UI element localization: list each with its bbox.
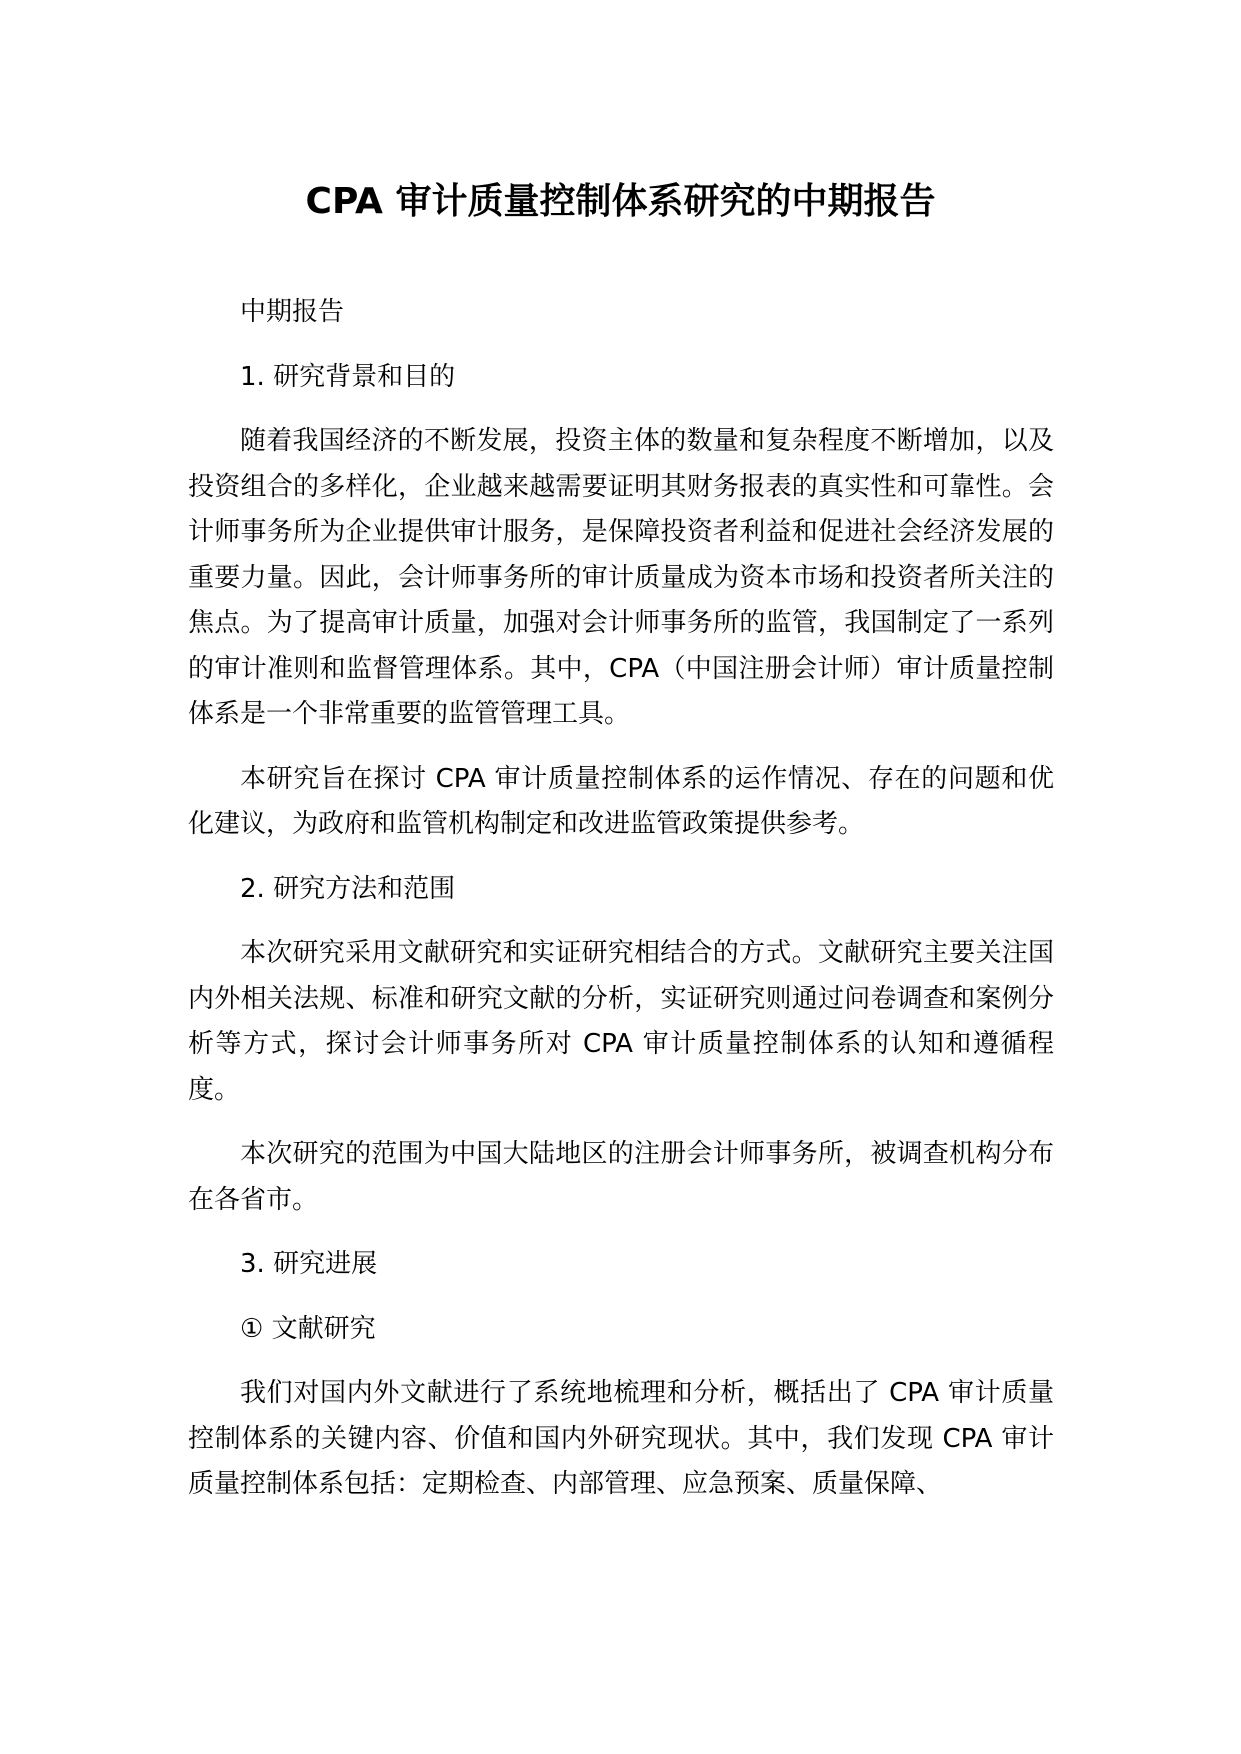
- section-label-interim-report: 中期报告: [240, 297, 345, 327]
- section-heading-method: 2. 研究方法和范围: [240, 873, 456, 904]
- paragraph-method: 本次研究采用文献研究和实证研究相结合的方式。文献研究主要关注国内外相关法规、标准和研究文献的分析，实证研究则通过问卷调查和案例分析等方式，探讨会计师事务所对 CPA 审计质量控制体系的认知和遵循程度。: [188, 938, 1054, 1105]
- paragraph-scope: 本次研究的范围为中国大陆地区的注册会计师事务所，被调查机构分布在各省市。: [188, 1139, 1054, 1215]
- paragraph-purpose: 本研究旨在探讨 CPA 审计质量控制体系的运作情况、存在的问题和优化建议，为政府和监管机构制定和改进监管政策提供参考。: [188, 763, 1054, 839]
- section-heading-progress: 3. 研究进展: [240, 1249, 378, 1279]
- document-body: [188, 290, 1054, 1527]
- subsection-heading-literature: ① 文献研究: [240, 1313, 376, 1344]
- paragraph-literature: 我们对国内外文献进行了系统地梳理和分析，概括出了 CPA 审计质量控制体系的关键内容、价值和国内外研究现状。其中，我们发现 CPA 审计质量控制体系包括：定期检查、内部管理、应急预案、质量保障、: [188, 1378, 1054, 1499]
- document-title: CPA 审计质量控制体系研究的中期报告: [305, 181, 936, 222]
- paragraph-background: 随着我国经济的不断发展，投资主体的数量和复杂程度不断增加，以及投资组合的多样化，企业越来越需要证明其财务报表的真实性和可靠性。会计师事务所为企业提供审计服务，是保障投资者利益和促进社会经济发展的重要力量。因此，会计师事务所的审计质量成为资本市场和投资者所关注的焦点。为了提高审计质量，加强对会计师事务所的监管，我国制定了一系列的审计准则和监督管理体系。其中，CPA（中国注册会计师）审计质量控制体系是一个非常重要的监管管理工具。: [188, 426, 1054, 729]
- section-heading-background: 1. 研究背景和目的: [240, 361, 456, 392]
